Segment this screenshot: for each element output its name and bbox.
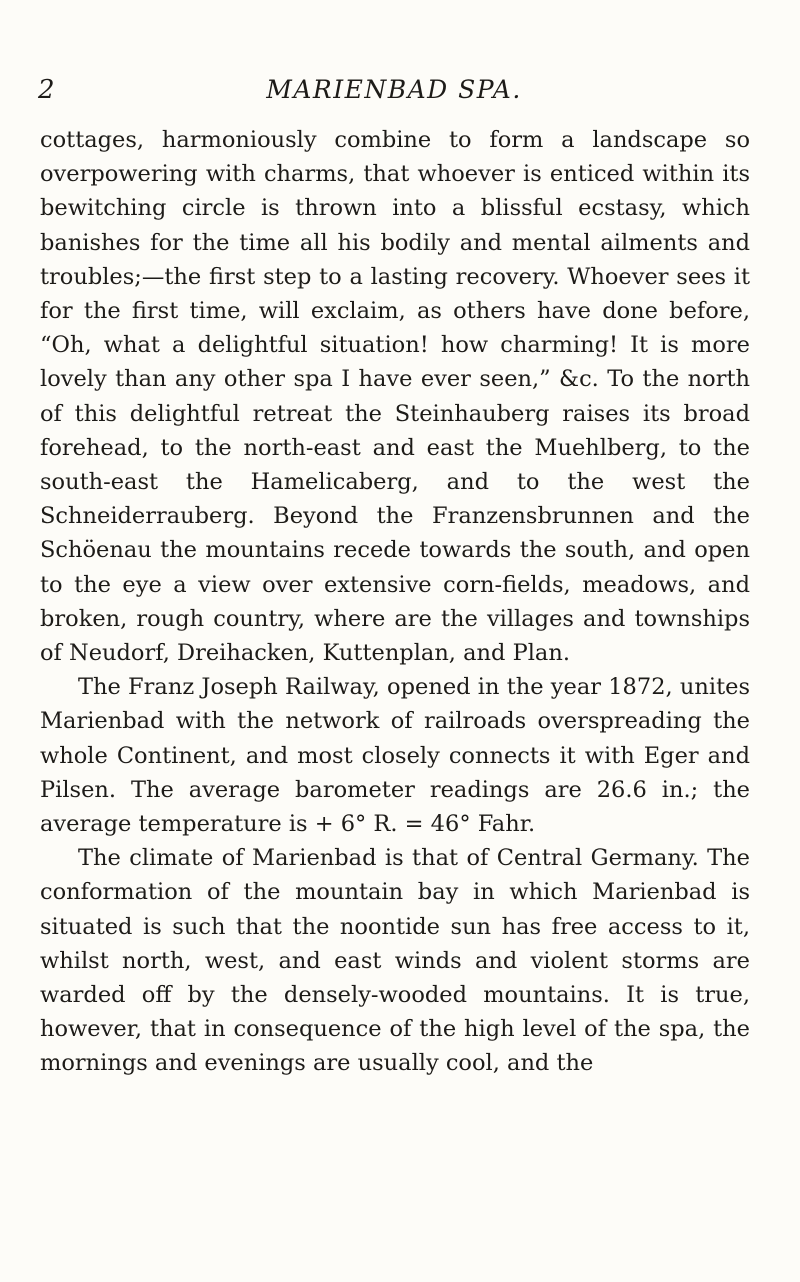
running-title: MARIENBAD SPA. [266, 75, 522, 104]
page-number: 2 [38, 75, 55, 105]
running-head [38, 70, 750, 110]
paragraph-climate: The climate of Marienbad is that of Central Germany. The conformation of the mountain bay in which Marienbad is situated is such that the noontide sun has free access to it, whilst north, west, and east winds and violent storms are warded off by the densely-wooded mountains. It is true, however, that in consequence of the high level of the spa, the mornings and evenings are usually cool, and the [40, 845, 750, 1077]
paragraph-railway: The Franz Joseph Railway, opened in the year 1872, unites Marienbad with the network of railroads overspreading the whole Continent, and most closely connects it with Eger and Pilsen. The average barometer readings are 26.6 in.; the average temperature is + 6° R. = 46° Fahr. [40, 674, 750, 838]
body-text [40, 123, 750, 1081]
paragraph-continuation: cottages, harmoniously combine to form a landscape so overpowering with charms, that whoever is enticed within its bewitching circle is thrown into a blissful ecstasy, which banishes for the time all his bodily and mental ailments and troubles;—the first step to a lasting recovery. Whoever sees it for the first time, will exclaim, as others have done before, “Oh, what a delightful situation! how charming! It is more lovely than any other spa I have ever seen,” &c. To the north of this delightful retreat the Steinhauberg raises its broad forehead, to the north-east and east the Muehlberg, to the south-east the Hamelicaberg, and to the west the Schneiderrauberg. Beyond the Franzensbrunnen and the Schöenau the mountains recede towards the south, and open to the eye a view over extensive corn-fields, meadows, and broken, rough country, where are the villages and townships of Neudorf, Dreihacken, Kuttenplan, and Plan. [40, 127, 750, 667]
